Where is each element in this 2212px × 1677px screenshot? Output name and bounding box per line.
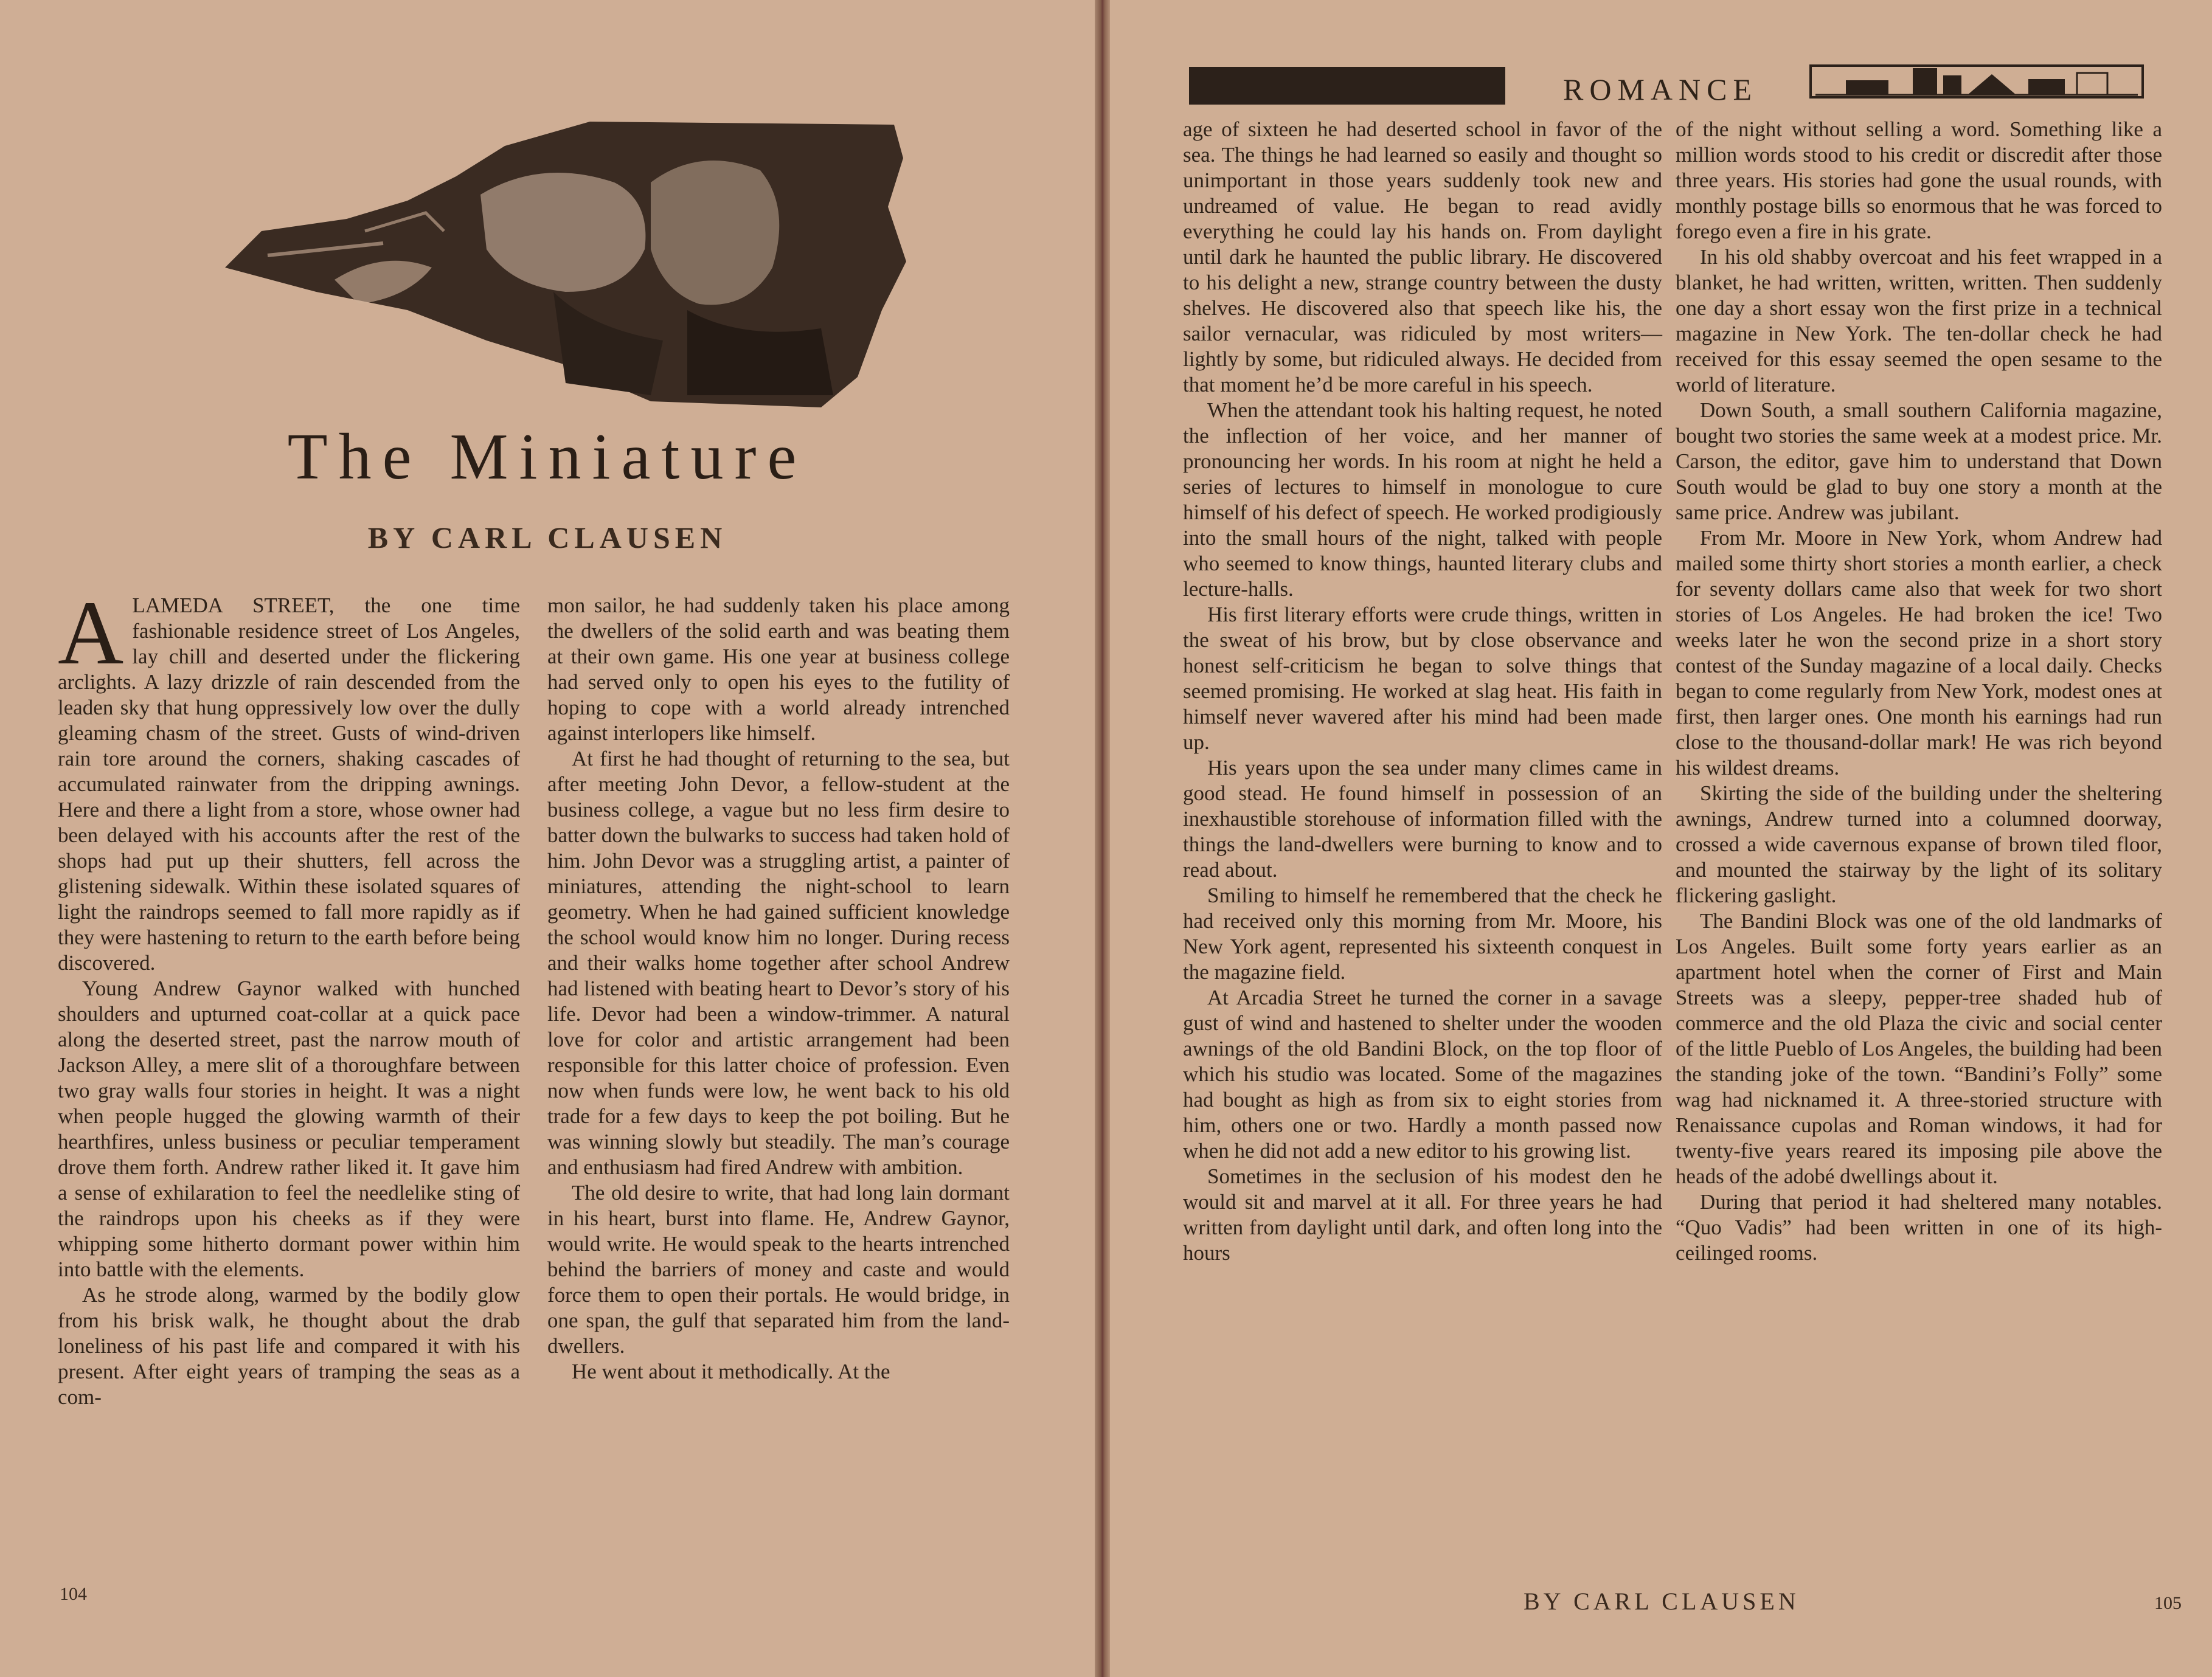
paragraph: In his old shabby overcoat and his feet wrapped in a blanket, he had written, written, written. Then suddenly one day a short essay won the first prize in a technical magazine in New York. The ten-dollar check he had received for this essay seemed the open sesame to the world of literature. bbox=[1676, 245, 2162, 396]
drop-cap: A bbox=[58, 583, 124, 683]
paragraph: Young Andrew Gaynor walked with hunched shoulders and upturned coat-collar at a quick pace along the deserted street, past the narrow mouth of Jackson Alley, a mere slit of a thoroughfare between two gray walls four stories in height. It was a night when people hugged the glowing warmth of their hearthfires, unless business or peculiar temperament drove them forth. Andrew rather liked it. It gave him a sense of exhilaration to feel the needlelike sting of the raindrops upon his cheeks as if they were whipping some hitherto dormant power within him into battle with the elements. bbox=[58, 977, 520, 1281]
paragraph: His years upon the sea under many climes came in good stead. He found himself in possession of an inexhaustible storehouse of information filled with the things the land-dwellers were burning to know and to read about. bbox=[1183, 756, 1662, 882]
paragraph: mon sailor, he had suddenly taken his place among the dwellers of the solid earth and was beating them at their own game. His one year at business college had served only to open his eyes to the futility of hoping to cope with a world already intrenched against interlopers like himself. bbox=[547, 593, 1010, 745]
left-page bbox=[0, 0, 1095, 1677]
paragraph: As he strode along, warmed by the bodily glow from his brisk walk, he thought about the drab loneliness of his past life and compared it with his present. After eight years of tramping the seas as a com- bbox=[58, 1283, 520, 1409]
paragraph: Smiling to himself he remembered that the check he had received only this morning from Mr. Moore, his New York agent, represented his sixteenth conquest in the magazine field. bbox=[1183, 883, 1662, 984]
paragraph: The Bandini Block was one of the old landmarks of Los Angeles. Built some forty years earlier as an apartment hotel when the corner of First and Main Streets was a sleepy, pepper-tree shaded hub of commerce and the old Plaza the civic and social center of the little Pueblo of Los Angeles, the building had been the standing joke of the town. “Bandini’s Folly” some wag had nicknamed it. A three-storied structure with Renaissance cupolas and Roman windows, it had for twenty-five years reared its imposing pile above the heads of the adobé dwellings about it. bbox=[1676, 909, 2162, 1188]
page-gutter bbox=[1095, 0, 1110, 1677]
illustration-couple-icon bbox=[225, 109, 912, 413]
right-column-2 bbox=[1676, 117, 2162, 1266]
paragraph: He went about it methodically. At the bbox=[572, 1360, 890, 1383]
footer-byline: BY CARL CLAUSEN bbox=[1524, 1588, 1800, 1615]
left-column-2 bbox=[547, 593, 1010, 1385]
right-column-1 bbox=[1183, 117, 1662, 1266]
paragraph: From Mr. Moore in New York, whom Andrew had mailed some thirty short stories a month earlier, a check for seventy dollars came also that week for two short stories of Los Angeles. He had broken the ice! Two weeks later he won the second prize in a short story contest of the Sunday magazine of a local daily. Checks began to come regularly from New York, modest ones at first, then larger ones. One month his earnings had run close to the thousand-dollar mark! He was rich beyond his wildest dreams. bbox=[1676, 526, 2162, 780]
paragraph: When the attendant took his halting request, he noted the inflection of her voice, and her manner of pronouncing her words. In his room at night he held a series of lectures to himself in monologue to cure himself of his defect of speech. He worked prodigiously into the small hours of the night, talked with people who seemed to know things, haunted literary clubs and lecture-halls. bbox=[1183, 398, 1662, 601]
running-head: ROMANCE bbox=[1563, 72, 1758, 106]
left-column-1 bbox=[58, 583, 520, 1410]
paragraph: The old desire to write, that had long lain dormant in his heart, burst into flame. He, Andrew Gaynor, would write. He would speak to the hearts intrenched behind the barriers of money and caste and would force them to open their portals. He would bridge, in one span, the gulf that separated him from the land-dwellers. bbox=[547, 1181, 1010, 1358]
paragraph bbox=[58, 583, 520, 976]
article-byline: BY CARL CLAUSEN bbox=[367, 520, 727, 555]
paragraph: Sometimes in the seclusion of his modest den he would sit and marvel at it all. For three years he had written from daylight until dark, and often long into the hours bbox=[1183, 1164, 1662, 1265]
header-ornament-left-icon bbox=[1189, 67, 1505, 105]
page-number: 105 bbox=[2154, 1593, 2182, 1613]
paragraph: age of sixteen he had deserted school in favor of the sea. The things he had learned so easily and thought so unimportant in those years suddenly took new and undreamed of value. He began to read avidly everything he could lay his hands on. From daylight until dark he haunted the public library. He discovered to his delight a new, strange country between the dusty shelves. He discovered also that speech like his, the sailor vernacular, was ridiculed by most writers—lightly by some, but ridiculed always. He decided from that moment he’d be more careful in his speech. bbox=[1183, 117, 1662, 396]
paragraph: At first he had thought of returning to the sea, but after meeting John Devor, a fellow-student at the business college, a vague but no less firm desire to batter down the bulwarks to success had taken hold of him. John Devor was a struggling artist, a painter of miniatures, attending the night-school to learn geometry. When he had gained sufficient knowledge the school would know him no longer. During recess and their walks home together after school Andrew had listened with beating heart to Devor’s story of his life. Devor had been a window-trimmer. A natural love for color and artistic arrangement had been responsible for this latter choice of profession. Even now when funds were low, he went back to his old trade for a few days to keep the pot boiling. But he was winning slowly but steadily. The man’s courage and enthusiasm had fired Andrew with ambition. bbox=[547, 747, 1010, 1179]
right-page bbox=[1110, 0, 2212, 1677]
article-title: The Miniature bbox=[287, 421, 808, 493]
paragraph: During that period it had sheltered many notables. “Quo Vadis” had been written in one of its high-ceilinged rooms. bbox=[1676, 1190, 2162, 1265]
paragraph-text: LAMEDA STREET, the one time fashionable residence street of Los Angeles, lay chill and deserted under the flickering arclights. A lazy drizzle of rain descended from the leaden sky that hung oppressively low over the dully gleaming chasm of the street. Gusts of wind-driven rain tore around the corners, shaking cascades of accumulated rainwater from the dripping awnings. Here and there a light from a store, whose owner had been delayed with his accounts after the rest of the shops had put up their shutters, fell across the glistening sidewalk. Within these isolated squares of light the raindrops seemed to fall more rapidly as if they were hastening to return to the earth before being discovered. bbox=[58, 593, 520, 975]
paragraph: Skirting the side of the building under the sheltering awnings, Andrew turned into a columned doorway, crossed a wide cavernous expanse of brown tiled floor, and mounted the stairway by the light of its solitary flickering gaslight. bbox=[1676, 781, 2162, 907]
paragraph: At Arcadia Street he turned the corner in a savage gust of wind and hastened to shelter under the wooden awnings of the old Bandini Block, on the top floor of which his studio was located. Some of the magazines had bought as high as from six to eight stories from him, others one or two. Hardly a month passed now when he did not add a new editor to his growing list. bbox=[1183, 986, 1662, 1163]
paragraph: His first literary efforts were crude things, written in the sweat of his brow, but by close observance and honest self-criticism he began to solve things that seemed promising. He worked at slag heat. His faith in himself never wavered after his mind had been made up. bbox=[1183, 603, 1662, 754]
paragraph: Down South, a small southern California magazine, bought two stories the same week at a modest price. Mr. Carson, the editor, gave him to understand that Down South would be glad to buy one story a month at the same price. Andrew was jubilant. bbox=[1676, 398, 2162, 524]
header-ornament-right-icon bbox=[1809, 62, 2144, 100]
paragraph: of the night without selling a word. Something like a million words stood to his credit or discredit after those three years. His stories had gone the usual rounds, with monthly postage bills so enormous that he was forced to forego even a fire in his grate. bbox=[1676, 117, 2162, 243]
page-number: 104 bbox=[60, 1584, 87, 1604]
